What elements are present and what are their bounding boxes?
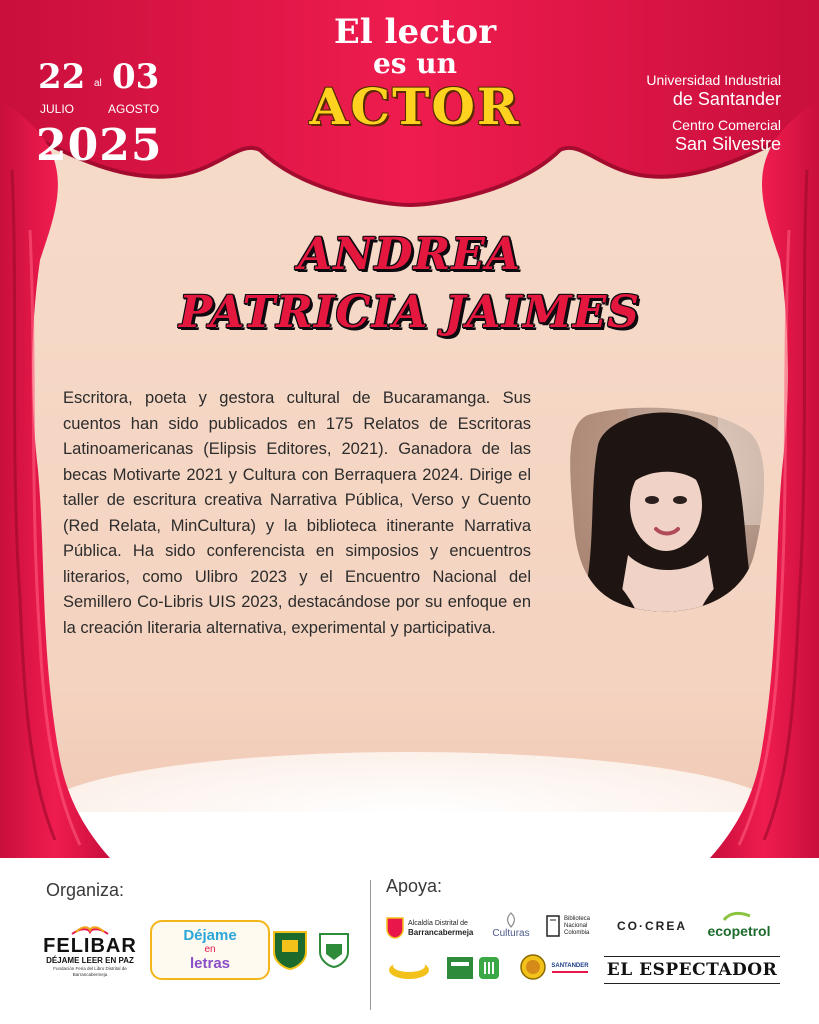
felibar-title: FELIBAR bbox=[43, 935, 137, 957]
venue-2-line-2: San Silvestre bbox=[674, 134, 781, 154]
cocrea-logo bbox=[616, 914, 688, 938]
alcaldia-line-1: Alcaldía Distrital de bbox=[408, 920, 468, 927]
institution-shield-icon bbox=[318, 932, 350, 968]
culturas-label: Culturas bbox=[492, 927, 530, 939]
biblioteca-line-2: Nacional bbox=[564, 922, 588, 929]
ecopetrol-label: ecopetrol bbox=[707, 923, 771, 939]
dejame-line-1: Déjame bbox=[183, 927, 237, 944]
school-shield-icon bbox=[272, 930, 308, 970]
dejame-line-3: letras bbox=[189, 955, 231, 972]
el-espectador-label: EL ESPECTADOR bbox=[606, 960, 778, 980]
green-badge-icon bbox=[478, 956, 500, 980]
title-line-2: es un bbox=[372, 47, 458, 80]
venue-1-line-1: Universidad Industrial bbox=[646, 72, 781, 88]
event-year: 2025 bbox=[36, 120, 163, 171]
biblioteca-line-3: Colombia bbox=[564, 929, 590, 936]
seal-icon bbox=[520, 953, 546, 981]
alcaldia-shield-icon bbox=[386, 917, 404, 939]
end-day: 03 bbox=[112, 57, 160, 97]
culturas-flame-icon bbox=[504, 912, 518, 928]
organiza-label: Organiza: bbox=[46, 880, 125, 900]
san-silvestre-logo bbox=[388, 956, 430, 980]
felibar-subtitle: DÉJAME LEER EN PAZ bbox=[46, 956, 134, 965]
el-espectador-logo bbox=[604, 956, 780, 984]
gobernacion-label: SANTANDER bbox=[551, 963, 589, 969]
biblioteca-nacional-logo bbox=[546, 912, 608, 940]
guest-name-line-1: ANDREA bbox=[298, 229, 521, 280]
event-title bbox=[270, 14, 560, 134]
date-connector: al bbox=[94, 78, 102, 89]
end-month: AGOSTO bbox=[108, 102, 160, 116]
biblioteca-line-1: Biblioteca bbox=[564, 915, 591, 922]
book-icon bbox=[70, 922, 110, 936]
footer-divider bbox=[370, 880, 371, 1010]
event-venues bbox=[581, 72, 781, 154]
dejame-line-2: en bbox=[204, 944, 216, 955]
gobernacion-santander-logo bbox=[550, 956, 590, 980]
iguana-icon bbox=[722, 910, 752, 922]
venue-2-line-1: Centro Comercial bbox=[672, 117, 781, 133]
biblioteca-icon bbox=[546, 915, 560, 937]
guest-bio: Escritora, poeta y gestora cultural de Bucaramanga. Sus cuentos han sido publicados en 175 Relatos de Escritoras Latinoamericanas (Elipsis Editores, 2021). Ganadora de las becas Motivarte 2021 y Cultura con Berraquera 2024. Dirige el taller de escritura creativa Narrativa Pública, Verso y Cuento (Red Relata, MinCultura) y la biblioteca itinerante Narrativa Pública. Ha sido conferencista en simposios y encuentros literarios, como Ulibro 2023 y el Encuentro Nacional del Semillero Co-Libris UIS 2023, destacándose por su enfoque en la creación literaria alternativa, experimental y participativa. bbox=[63, 389, 531, 637]
culturas-logo bbox=[486, 908, 536, 942]
ecopetrol-logo bbox=[696, 910, 782, 942]
guest-portrait-photo bbox=[568, 405, 768, 615]
alcaldia-logo bbox=[386, 914, 486, 942]
title-actor: ACTOR bbox=[309, 77, 521, 136]
cocrea-label: CO·CREA bbox=[617, 919, 687, 933]
venue-1-line-2: de Santander bbox=[672, 89, 781, 109]
dejame-en-letras-logo bbox=[150, 920, 270, 980]
start-month: JULIO bbox=[40, 102, 75, 116]
start-day: 22 bbox=[38, 57, 86, 97]
felibar-logo bbox=[40, 920, 140, 980]
title-line-1: El lector bbox=[333, 12, 497, 52]
alcaldia-line-2: Barrancabermeja bbox=[408, 928, 474, 937]
university-badge-icon bbox=[446, 956, 474, 980]
felibar-caption: Fundación Feria del Libro Distrital de Barrancabermeja bbox=[53, 966, 127, 977]
apoya-label: Apoya: bbox=[386, 876, 443, 896]
guest-name-line-2: PATRICIA JAIMES bbox=[178, 287, 641, 338]
guest-name bbox=[150, 226, 669, 342]
